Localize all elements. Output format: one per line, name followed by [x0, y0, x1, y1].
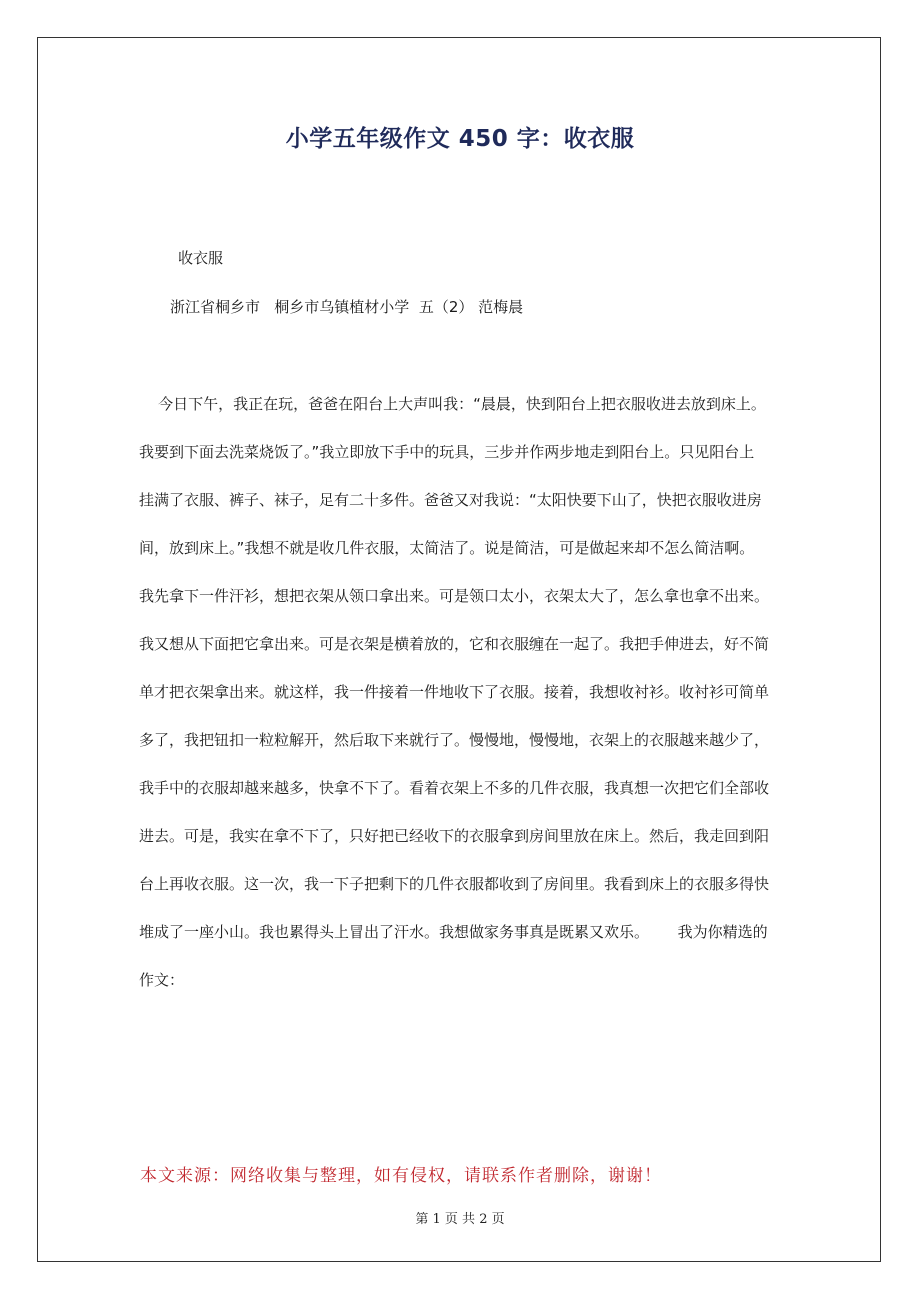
- body-line: 我先拿下一件汗衫，想把衣架从领口拿出来。可是领口太小，衣架太大了，怎么拿也拿不出来。: [139, 587, 770, 605]
- body-line: 多了，我把钮扣一粒粒解开，然后取下来就行了。慢慢地，慢慢地，衣架上的衣服越来越少了，: [139, 731, 770, 749]
- body-line: 间，放到床上。”我想不就是收几件衣服，太简洁了。说是简洁，可是做起来却不怎么简洁啊。: [139, 539, 755, 557]
- body-line: 挂满了衣服、裤子、袜子，足有二十多件。爸爸又对我说：“太阳快要下山了，快把衣服收进房: [139, 491, 762, 509]
- body-line: 台上再收衣服。这一次，我一下子把剩下的几件衣服都收到了房间里。我看到床上的衣服多得快: [139, 875, 770, 893]
- body-line: 今日下午，我正在玩，爸爸在阳台上大声叫我：“晨晨，快到阳台上把衣服收进去放到床上。: [139, 395, 766, 413]
- body-line: 单才把衣架拿出来。就这样，我一件接着一件地收下了衣服。接着，我想收衬衫。收衬衫可简单: [139, 683, 770, 701]
- body-line: 我手中的衣服却越来越多，快拿不下了。看着衣架上不多的几件衣服，我真想一次把它们全部收: [139, 779, 770, 797]
- author-byline: 浙江省桐乡市 桐乡市乌镇植材小学 五（2） 范梅晨: [170, 298, 524, 316]
- body-line: 进去。可是，我实在拿不下了，只好把已经收下的衣服拿到房间里放在床上。然后，我走回到阳: [139, 827, 770, 845]
- document-title: 小学五年级作文 450 字：收衣服: [285, 126, 635, 152]
- body-line: 堆成了一座小山。我也累得头上冒出了汗水。我想做家务事真是既累又欢乐。 我为你精选的: [139, 923, 768, 941]
- body-line: 我又想从下面把它拿出来。可是衣架是横着放的，它和衣服缠在一起了。我把手伸进去，好不简: [139, 635, 770, 653]
- body-line: 我要到下面去洗菜烧饭了。”我立即放下手中的玩具，三步并作两步地走到阳台上。只见阳台上: [139, 443, 755, 461]
- page-number: 第 1 页 共 2 页: [415, 1212, 505, 1227]
- body-line: 作文：: [139, 971, 185, 989]
- essay-subtitle: 收衣服: [178, 249, 224, 267]
- source-disclaimer: 本文来源：网络收集与整理，如有侵权，请联系作者删除，谢谢！: [140, 1166, 662, 1186]
